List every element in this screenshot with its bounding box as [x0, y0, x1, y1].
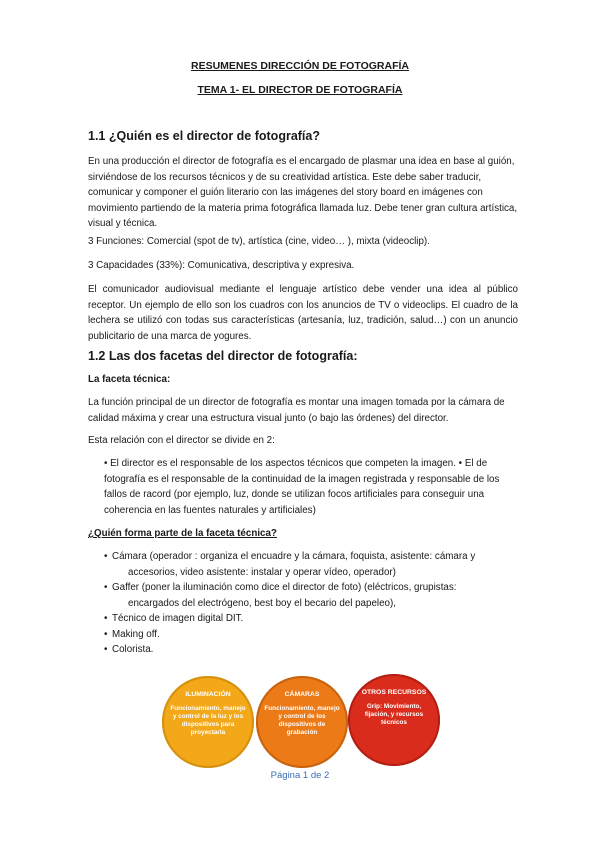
- iluminacion-circle: [162, 676, 254, 768]
- camaras-circle: [256, 676, 348, 768]
- list-item-line1: Colorista.: [112, 644, 154, 655]
- list-item: [104, 549, 514, 580]
- list-item-line1: Making off.: [112, 628, 160, 640]
- faceta-members-list: [104, 549, 514, 658]
- capacidades-text: 3 Capacidades (33%): Comunicativa, descriptiva y expresiva.: [88, 260, 355, 271]
- list-item: [104, 642, 514, 658]
- circle-title: CÁMARAS: [284, 691, 320, 698]
- circle-text: Funcionamiento, manejo y control de la luz y los dispositivos para proyectarla: [170, 705, 246, 736]
- circle-title: ILUMINACIÓN: [185, 691, 231, 698]
- list-item: [104, 580, 514, 611]
- list-item: [104, 611, 514, 627]
- section-1-paragraph-1: En una producción el director de fotografía es el encargado de plasmar una idea en base al guión, sirviéndose de los recursos técnicos y de su creatividad artística. Este debe saber traducir, comunicar y componer el guión literario con las imágenes del story board en imágenes con movimiento partiendo de la materia prima fotográfica llamada luz. Debe tener gran cultura artística, visual y técnica.: [88, 156, 518, 229]
- list-item-line1: Gaffer (poner la iluminación como dice el director de foto) (eléctricos, grupistas:: [112, 582, 457, 593]
- list-item-line1: Técnico de imagen digital DIT.: [112, 613, 244, 624]
- list-item-line2: encargados del electrógeno, best boy el becario del papeleo),: [128, 597, 396, 609]
- page-number: Página 1 de 2: [270, 770, 330, 781]
- faceta-tecnica-subheading: La faceta técnica:: [88, 374, 171, 385]
- section-2-heading: 1.2 Las dos facetas del director de fotografía:: [88, 349, 358, 363]
- section-1-heading: 1.1 ¿Quién es el director de fotografía?: [88, 129, 320, 143]
- circle-text: Grip: Movimiento, fijación, y recursos técnicos: [364, 703, 424, 726]
- document-title: RESUMENES DIRECCIÓN DE FOTOGRAFÍA: [191, 60, 409, 72]
- circle-text: Funcionamiento, manejo y control de los dispositivos de grabación: [264, 705, 340, 736]
- section-1-paragraph-2: El comunicador audiovisual mediante el lenguaje artístico debe vender una idea al público receptor. Un ejemplo de ello son los cuadros con los anuncios de TV o videoclips. El cuadro de la lechera se utilizó con todas sus características (artesanía, luz, tradición, salud…) con un anuncio publicitario de una marca de yogures.: [88, 284, 518, 342]
- section-2-paragraph-2: Esta relación con el director se divide en 2:: [88, 435, 275, 446]
- faceta-question: ¿Quién forma parte de la faceta técnica?: [88, 528, 277, 539]
- funciones-text: 3 Funciones: Comercial (spot de tv), artística (cine, video… ), mixta (videoclip).: [88, 236, 430, 247]
- otros-recursos-circle: [348, 674, 440, 766]
- section-2-paragraph-1: La función principal de un director de fotografía es montar una imagen tomada por la cámara de calidad máxima y crear una estructura visual junto (o bajo las órdenes) del director.: [88, 397, 505, 424]
- relationship-bullets: • El director es el responsable de los aspectos técnicos que competen la imagen. • El de fotografía es el responsable de la continuidad de la imagen registrada y responsable de los fallos de racord (por ejemplo, luz, donde se utilizan focos artificiales para conseguir una coherencia en las fuentes naturales y artificiales): [104, 458, 500, 516]
- document-subtitle: TEMA 1- EL DIRECTOR DE FOTOGRAFÍA: [197, 84, 403, 96]
- list-item: [104, 627, 514, 643]
- circle-title: OTROS RECURSOS: [361, 689, 427, 696]
- list-item-line1: Cámara (operador : organiza el encuadre y la cámara, foquista, asistente: cámara y: [112, 551, 476, 562]
- list-item-line2: accesorios, video asistente: instalar y operar vídeo, operador): [128, 566, 396, 578]
